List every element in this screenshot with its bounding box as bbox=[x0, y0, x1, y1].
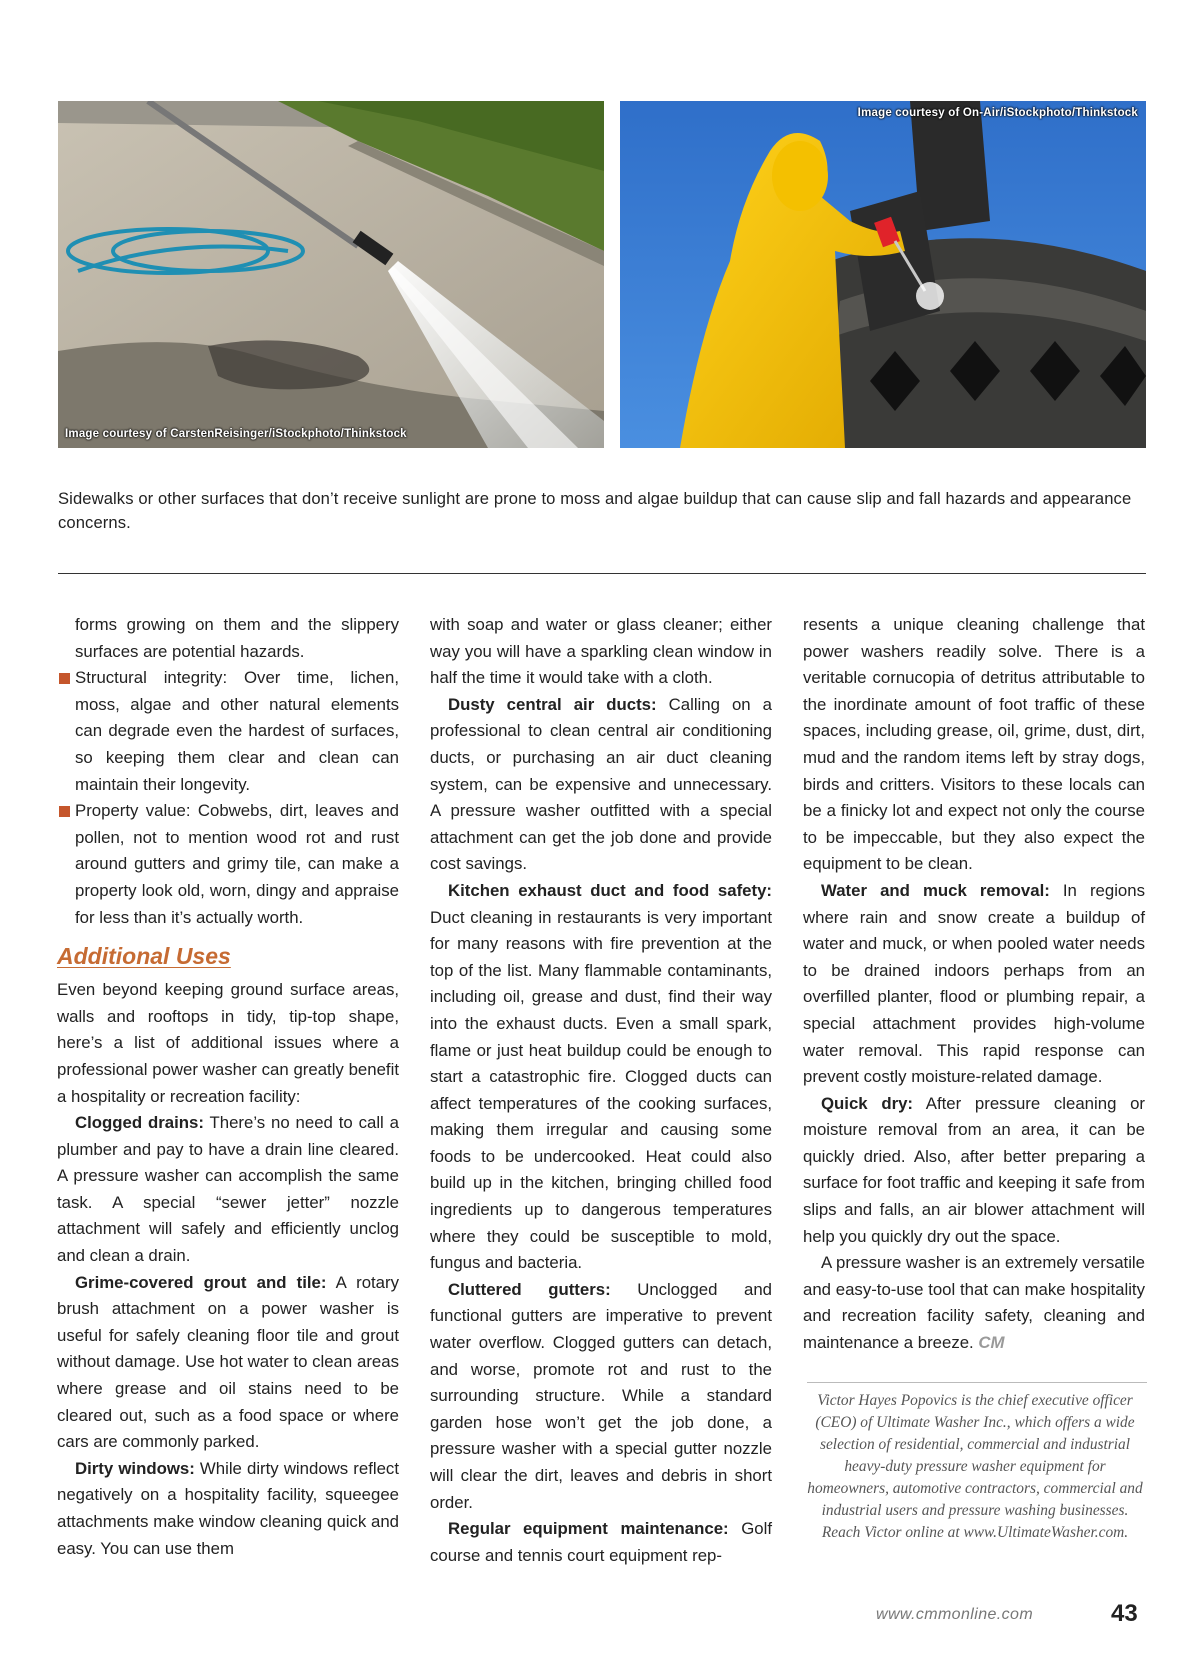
paragraph-text: There’s no need to call a plumber and pay to have a drain line cleared. A pressure washer can accomplish the same task. A special “sewer jetter” nozzle attachment will safely and efficiently unclog and clean a drain. bbox=[57, 1113, 399, 1266]
paragraph-clogged-drains bbox=[57, 1110, 399, 1270]
paragraph-closing bbox=[803, 1250, 1145, 1356]
article-column-1 bbox=[57, 612, 399, 1562]
paragraph-lead: Dusty central air ducts: bbox=[448, 694, 657, 714]
photo-worker-yellow-raincoat bbox=[620, 101, 1146, 448]
paragraph-lead: Regular equipment maintenance: bbox=[448, 1519, 729, 1539]
sidewalk-photo-illustration bbox=[58, 101, 604, 448]
article-column-3 bbox=[803, 612, 1145, 1357]
paragraph-water-muck bbox=[803, 878, 1145, 1091]
paragraph-grout-tile bbox=[57, 1270, 399, 1456]
paragraph-lead: Water and muck removal: bbox=[821, 880, 1050, 900]
bullet-text: Property value: Cobwebs, dirt, leaves and pollen, not to mention wood rot and rust around gutters and grimy tile, can make a property look old, worn, dingy and appraise for less than it’s actually worth. bbox=[75, 801, 399, 927]
paragraph-gutters bbox=[430, 1277, 772, 1516]
section-intro: Even beyond keeping ground surface areas, walls and rooftops in tidy, tip-top shape, here’s a list of additional issues where a professional power washer can greatly benefit a hospitality or recreation facility: bbox=[57, 980, 399, 1106]
bullet-item bbox=[57, 798, 399, 931]
bullet-continuation: forms growing on them and the slippery surfaces are potential hazards. bbox=[75, 615, 399, 661]
footer-url: www.cmmonline.com bbox=[876, 1606, 1034, 1623]
worker-photo-illustration bbox=[620, 101, 1146, 448]
bullet-square-icon bbox=[59, 806, 70, 817]
paragraph-continuation: resents a unique cleaning challenge that power washers readily solve. There is a veritable cornucopia of detritus attributable to the inordinate amount of foot traffic of these spaces, including grease, oil, grime, dust, dirt, mud and the random items left by stray dogs, birds and critters. Visitors to these locals can be a finicky lot and expect not only the course to be impeccable, but they also expect the equipment to be clean. bbox=[803, 615, 1145, 874]
paragraph-text: Duct cleaning in restaurants is very important for many reasons with fire prevention at the top of the list. Many flammable contaminants, including oil, grease and dust, find their way into the exhaust ducts. Even a small spark, flame or just heat buildup could be enough to start a catastrophic fire. Clogged ducts can affect temperatures of the cooking surfaces, making them irregular and causing some foods to be undercooked. Heat could also build up in the kitchen, bringing chilled food ingredients up to dangerous temperatures where they could be susceptible to mold, fungus and bacteria. bbox=[430, 907, 772, 1273]
article-column-2 bbox=[430, 612, 772, 1569]
author-bio: Victor Hayes Popovics is the chief executive officer (CEO) of Ultimate Washer Inc., which offers a wide selection of residential, commercial and industrial heavy-duty pressure washer equipment for homeowners, automotive contractors, commercial and industrial users and pressure washing businesses. Reach Victor online at www.UltimateWasher.com. bbox=[807, 1392, 1143, 1541]
paragraph-equipment bbox=[430, 1516, 772, 1569]
paragraph-text: Golf course and tennis court equipment rep- bbox=[430, 1519, 772, 1565]
paragraph-text: After pressure cleaning or moisture removal from an area, it can be quickly dried. Also, after better preparing a surface for foot traffic and keeping it safe from slips and falls, an air blower attachment will help you quickly dry out the space. bbox=[803, 1093, 1146, 1246]
paragraph-dirty-windows bbox=[57, 1456, 399, 1562]
paragraph-continuation: with soap and water or glass cleaner; either way you will have a sparkling clean window in half the time it would take with a cloth. bbox=[430, 615, 772, 688]
paragraph-lead: Cluttered gutters: bbox=[448, 1279, 611, 1299]
end-mark-logo: CM bbox=[978, 1333, 1005, 1353]
bullet-text: Structural integrity: Over time, lichen, moss, algae and other natural elements can degrade even the hardest of surfaces, so keeping them clear and clean can maintain their longevity. bbox=[75, 668, 399, 794]
paragraph-text: Unclogged and functional gutters are imperative to prevent water overflow. Clogged gutters can detach, and worse, promote rot and rust to the surrounding structure. While a standard garden hose won’t get the job done, a pressure washer with a special gutter nozzle will clear the dirt, leaves and debris in short order. bbox=[430, 1279, 773, 1512]
photo-pressure-washing-sidewalk bbox=[58, 101, 604, 448]
section-heading: Additional Uses bbox=[57, 943, 231, 970]
bullet-item bbox=[57, 665, 399, 798]
paragraph-lead: Quick dry: bbox=[821, 1093, 914, 1113]
paragraph-kitchen-exhaust bbox=[430, 878, 772, 1277]
caption-divider bbox=[58, 573, 1146, 574]
paragraph-lead: Kitchen exhaust duct and food safety: bbox=[448, 880, 772, 900]
paragraph-lead: Dirty windows: bbox=[75, 1458, 195, 1478]
paragraph-text: A rotary brush attachment on a power washer is useful for safely cleaning floor tile and grout without damage. Use hot water to clean areas where grease and oil stains need to be cleared out, such as a food space or where cars are commonly parked. bbox=[57, 1272, 399, 1452]
page-number: 43 bbox=[1111, 1600, 1138, 1627]
bullet-square-icon bbox=[59, 673, 70, 684]
paragraph-lead: Clogged drains: bbox=[75, 1113, 204, 1133]
photo-credit-left: Image courtesy of CarstenReisinger/iStockphoto/Thinkstock bbox=[65, 428, 407, 440]
paragraph-text: While dirty windows reflect negatively on a hospitality facility, squeegee attachments make window cleaning quick and easy. You can use them bbox=[57, 1458, 399, 1558]
photo-caption: Sidewalks or other surfaces that don’t receive sunlight are prone to moss and algae buildup that can cause slip and fall hazards and appearance concerns. bbox=[58, 489, 1132, 532]
paragraph-text: In regions where rain and snow create a buildup of water and muck, or when pooled water needs to be drained indoors perhaps from an overfilled planter, flood or plumbing repair, a special attachment provides high-volume water removal. This rapid response can prevent costly moisture-related damage. bbox=[803, 880, 1145, 1087]
paragraph-lead: Grime-covered grout and tile: bbox=[75, 1272, 327, 1292]
paragraph-quick-dry bbox=[803, 1091, 1145, 1251]
paragraph-air-ducts bbox=[430, 692, 772, 878]
paragraph-text: A pressure washer is an extremely versatile and easy-to-use tool that can make hospitality and recreation facility safety, cleaning and maintenance a breeze. bbox=[803, 1253, 1145, 1353]
paragraph-text: Calling on a professional to clean central air conditioning ducts, or purchasing an air duct cleaning system, can be expensive and unnecessary. A pressure washer outfitted with a special attachment can get the job done and provide cost savings. bbox=[430, 694, 772, 874]
photo-credit-right: Image courtesy of On-Air/iStockphoto/Thinkstock bbox=[857, 107, 1138, 119]
bio-divider bbox=[807, 1382, 1147, 1383]
